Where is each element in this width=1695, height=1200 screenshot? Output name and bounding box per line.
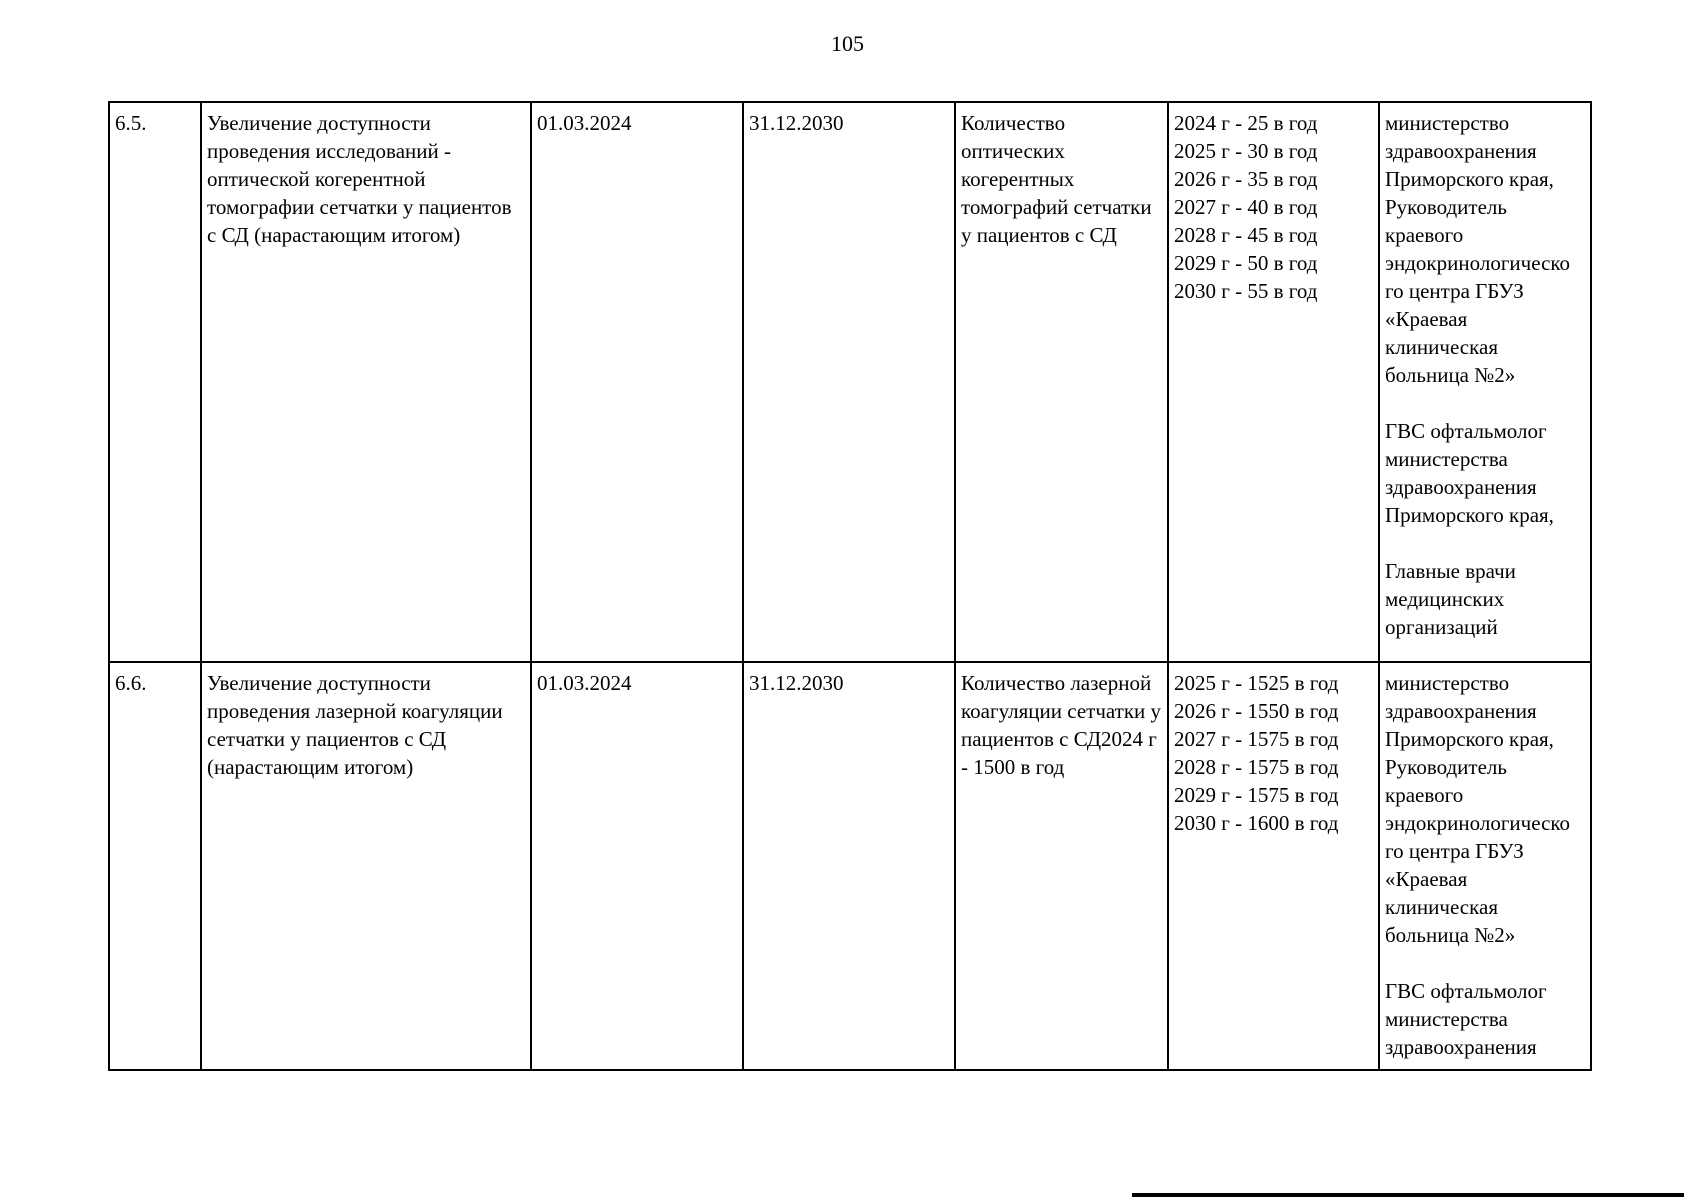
responsible-line: Приморского края, (1385, 503, 1554, 527)
responsible-line: ГВС офтальмолог (1385, 979, 1547, 1003)
responsible-line: больница №2» (1385, 363, 1516, 387)
responsible-line: здравоохранения (1385, 139, 1537, 163)
responsible-line: го центра ГБУЗ (1385, 839, 1524, 863)
responsible-parties (1379, 102, 1591, 662)
responsible-line: Главные врачи (1385, 559, 1516, 583)
responsible-line: министерства (1385, 447, 1508, 471)
responsible-line: Руководитель (1385, 195, 1507, 219)
footer-rule (1132, 1193, 1684, 1197)
responsible-line: Руководитель (1385, 755, 1507, 779)
measures-table (108, 101, 1592, 1071)
table-row (109, 102, 1591, 662)
target-value: 2029 г - 50 в год (1174, 251, 1318, 275)
responsible-line: министерство (1385, 671, 1510, 695)
end-date: 31.12.2030 (743, 102, 955, 662)
spacer (1385, 949, 1585, 977)
target-value: 2026 г - 1550 в год (1174, 699, 1339, 723)
target-value: 2028 г - 45 в год (1174, 223, 1318, 247)
responsible-line: «Краевая (1385, 867, 1468, 891)
measure-title: Увеличение доступности проведения лазерной коагуляции сетчатки у пациентов с СД (нарастающим итогом) (201, 662, 531, 1070)
target-values (1168, 102, 1379, 662)
target-value: 2026 г - 35 в год (1174, 167, 1318, 191)
spacer (1385, 529, 1585, 557)
responsible-line: здравоохранения (1385, 699, 1537, 723)
responsible-parties (1379, 662, 1591, 1070)
start-date: 01.03.2024 (531, 102, 743, 662)
target-value: 2028 г - 1575 в год (1174, 755, 1339, 779)
target-value: 2024 г - 25 в год (1174, 111, 1318, 135)
responsible-line: краевого (1385, 223, 1464, 247)
responsible-line: медицинских (1385, 587, 1505, 611)
responsible-line: больница №2» (1385, 923, 1516, 947)
target-value: 2027 г - 40 в год (1174, 195, 1318, 219)
responsible-line: здравоохранения (1385, 1035, 1537, 1059)
responsible-line: эндокринологическо (1385, 251, 1571, 275)
indicator: Количество лазерной коагуляции сетчатки у пациентов с СД2024 г - 1500 в год (955, 662, 1168, 1070)
responsible-line: Приморского края, (1385, 167, 1554, 191)
measure-title: Увеличение доступности проведения исследований - оптической когерентной томографии сетчатки у пациентов с СД (нарастающим итогом) (201, 102, 531, 662)
target-value: 2027 г - 1575 в год (1174, 727, 1339, 751)
target-value: 2030 г - 1600 в год (1174, 811, 1339, 835)
target-values (1168, 662, 1379, 1070)
target-value: 2025 г - 30 в год (1174, 139, 1318, 163)
responsible-line: клиническая (1385, 895, 1498, 919)
row-number: 6.6. (109, 662, 201, 1070)
responsible-line: «Краевая (1385, 307, 1468, 331)
page-number: 105 (831, 31, 864, 56)
responsible-line: клиническая (1385, 335, 1498, 359)
start-date: 01.03.2024 (531, 662, 743, 1070)
row-number: 6.5. (109, 102, 201, 662)
target-value: 2030 г - 55 в год (1174, 279, 1318, 303)
spacer (1385, 389, 1585, 417)
responsible-line: здравоохранения (1385, 475, 1537, 499)
target-value: 2025 г - 1525 в год (1174, 671, 1339, 695)
responsible-line: организаций (1385, 615, 1498, 639)
responsible-line: ГВС офтальмолог (1385, 419, 1547, 443)
responsible-line: эндокринологическо (1385, 811, 1571, 835)
responsible-line: министерство (1385, 111, 1510, 135)
responsible-line: Приморского края, (1385, 727, 1554, 751)
responsible-line: краевого (1385, 783, 1464, 807)
indicator: Количество оптических когерентных томографий сетчатки у пациентов с СД (955, 102, 1168, 662)
table-row (109, 662, 1591, 1070)
responsible-line: го центра ГБУЗ (1385, 279, 1524, 303)
end-date: 31.12.2030 (743, 662, 955, 1070)
target-value: 2029 г - 1575 в год (1174, 783, 1339, 807)
responsible-line: министерства (1385, 1007, 1508, 1031)
